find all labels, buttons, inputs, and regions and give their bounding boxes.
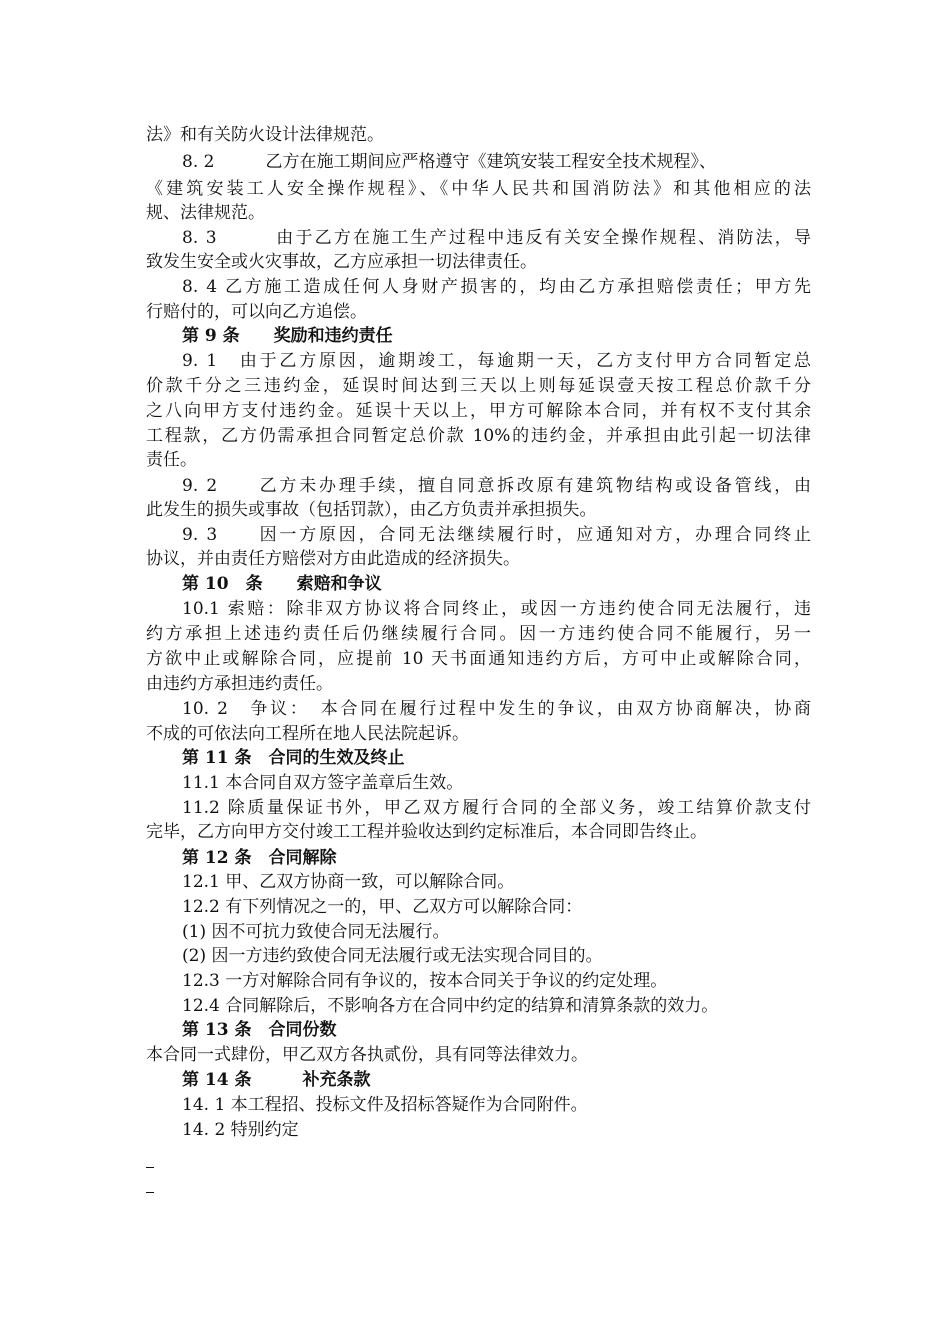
blank-line-marker xyxy=(146,1167,154,1168)
article-11-heading: 第 11 条 合同的生效及终止 xyxy=(182,748,405,768)
clause-8-2: 8. 2 乙方在施工期间应严格遵守《建筑安装工程安全技术规程》、 xyxy=(182,152,716,172)
paragraph-line: 约方承担上述违约责任后仍继续履行合同。因一方违约使合同不能履行，另一 xyxy=(146,624,811,644)
clause-12-1: 12.1 甲、乙双方协商一致，可以解除合同。 xyxy=(182,872,515,892)
paragraph-line: 《建筑安装工人安全操作规程》、《中华人民共和国消防法》和其他相应的法 xyxy=(146,179,811,199)
paragraph-line: 方欲中止或解除合同，应提前 10 天书面通知违约方后，方可中止或解除合同， xyxy=(146,649,811,669)
clause-9-1: 9. 1 由于乙方原因，逾期竣工，每逾期一天，乙方支付甲方合同暂定总 xyxy=(182,351,811,371)
clause-14-2: 14. 2 特别约定 xyxy=(182,1120,299,1140)
clause-12-3: 12.3 一方对解除合同有争议的，按本合同关于争议的约定处理。 xyxy=(182,971,668,991)
paragraph-line: 价款千分之三违约金，延误时间达到三天以上则每延误壹天按工程总价款千分 xyxy=(146,376,811,396)
paragraph-line: 规、法律规范。 xyxy=(146,203,265,223)
clause-10-1: 10.1 索赔：除非双方协议将合同终止，或因一方违约使合同无法履行，违 xyxy=(182,599,811,619)
paragraph-line: 协议，并由责任方赔偿对方由此造成的经济损失。 xyxy=(146,549,520,569)
clause-14-1: 14. 1 本工程招、投标文件及招标答疑作为合同附件。 xyxy=(182,1095,588,1115)
article-12-heading: 第 12 条 合同解除 xyxy=(182,848,337,868)
blank-line-marker xyxy=(146,1192,154,1193)
clause-11-1: 11.1 本合同自双方签字盖章后生效。 xyxy=(182,773,464,793)
paragraph-line: 之八向甲方支付违约金。延误十天以上，甲方可解除本合同，并有权不支付其余 xyxy=(146,401,811,421)
paragraph-line: 行赔付的，可以向乙方追偿。 xyxy=(146,302,367,322)
clause-9-3: 9. 3 因一方原因，合同无法继续履行时，应通知对方，办理合同终止 xyxy=(182,525,811,545)
list-item: (1) 因不可抗力致使合同无法履行。 xyxy=(182,922,450,942)
article-13-heading: 第 13 条 合同份数 xyxy=(182,1020,337,1040)
clause-8-3: 8. 3 由于乙方在施工生产过程中违反有关安全操作规程、消防法，导 xyxy=(182,228,811,248)
paragraph-line: 不成的可依法向工程所在地人民法院起诉。 xyxy=(146,724,469,744)
list-item: (2) 因一方违约致使合同无法履行或无法实现合同目的。 xyxy=(182,946,603,966)
clause-9-2: 9. 2 乙方未办理手续，擅自同意拆改原有建筑物结构或设备管线，由 xyxy=(182,476,811,496)
article-9-heading: 第 9 条 奖励和违约责任 xyxy=(182,326,393,346)
clause-12-2: 12.2 有下列情况之一的，甲、乙双方可以解除合同： xyxy=(182,897,583,917)
clause-8-4: 8. 4 乙方施工造成任何人身财产损害的，均由乙方承担赔偿责任；甲方先 xyxy=(182,277,811,297)
paragraph-line: 由违约方承担违约责任。 xyxy=(146,674,333,694)
article-14-heading: 第 14 条 补充条款 xyxy=(182,1070,371,1090)
paragraph-line: 法》和有关防火设计法律规范。 xyxy=(146,125,384,145)
paragraph-line: 完毕，乙方向甲方交付竣工工程并验收达到约定标准后，本合同即告终止。 xyxy=(146,822,707,842)
paragraph-line: 本合同一式肆份，甲乙双方各执贰份，具有同等法律效力。 xyxy=(146,1045,588,1065)
paragraph-line: 责任。 xyxy=(146,450,197,470)
clause-12-4: 12.4 合同解除后，不影响各方在合同中约定的结算和清算条款的效力。 xyxy=(182,996,719,1016)
clause-11-2: 11.2 除质量保证书外，甲乙双方履行合同的全部义务，竣工结算价款支付 xyxy=(182,798,811,818)
article-10-heading: 第 10 条 索赔和争议 xyxy=(182,574,382,594)
paragraph-line: 此发生的损失或事故（包括罚款），由乙方负责并承担损失。 xyxy=(146,500,597,520)
clause-10-2: 10. 2 争议： 本合同在履行过程中发生的争议，由双方协商解决，协商 xyxy=(182,699,811,719)
paragraph-line: 致发生安全或火灾事故，乙方应承担一切法律责任。 xyxy=(146,252,537,272)
paragraph-line: 工程款，乙方仍需承担合同暂定总价款 10%的违约金，并承担由此引起一切法律 xyxy=(146,426,811,446)
